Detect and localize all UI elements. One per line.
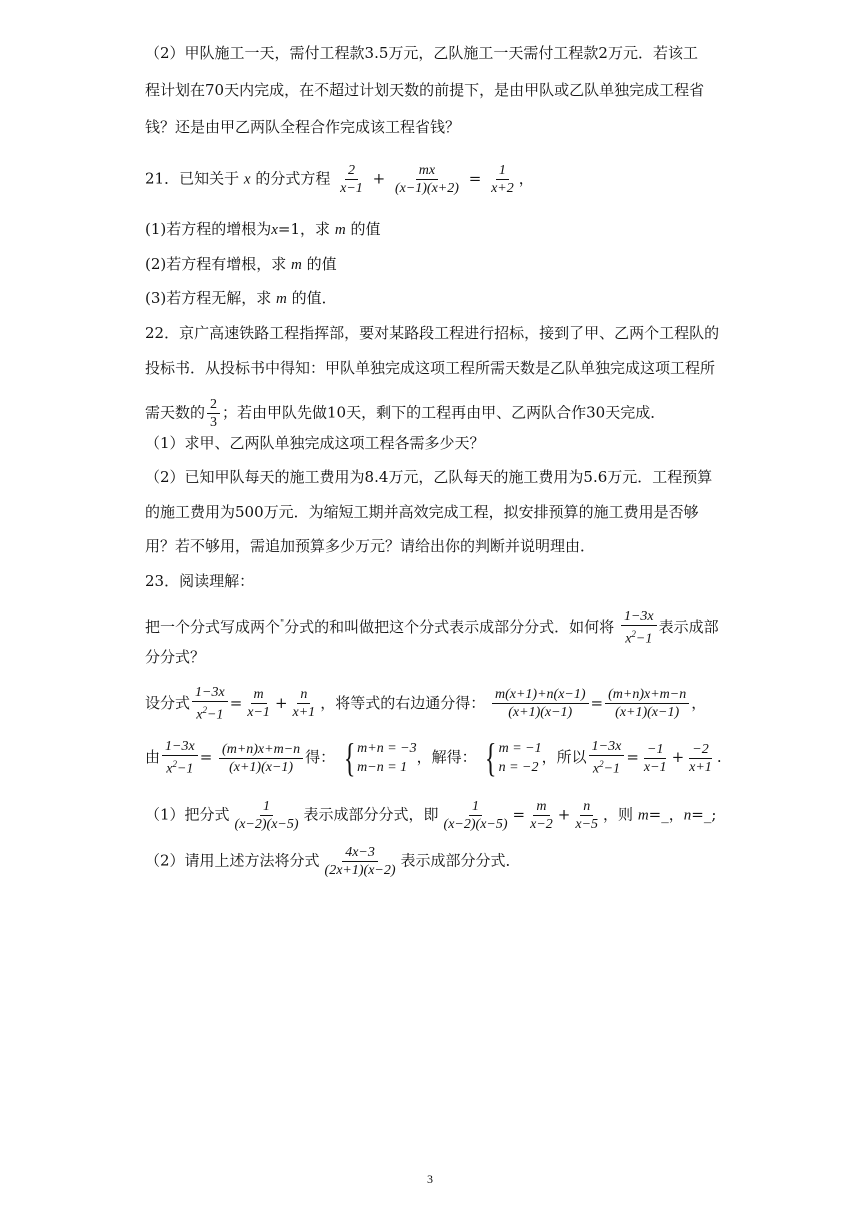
fraction: $\frac{1}{(x-2)(x-5)}$ xyxy=(234,799,299,832)
q23-intro-line1: 把一个分式写成两个"分式的和叫做把这个分式表示成部分分式．如何将 $\frac{1-3x}{x^2-1}$ 表示成部 xyxy=(145,609,719,647)
fraction: $\frac{(m+n)x+m-n}{(x+1)(x-1)}$ xyxy=(219,741,303,776)
fraction: $\frac{4x-3}{(2x+1)(x-2)}$ xyxy=(324,845,396,878)
q21-part3: (3)若方程无解，求 m 的值． xyxy=(145,289,337,307)
q22-part2-line2: 的施工费用为500万元．为缩短工期并高效完成工程，拟安排预算的施工费用是否够 xyxy=(145,503,699,521)
q23-setup-line: 设分式 $\frac{1-3x}{x^2-1}$ = $\frac{m}{x-1}$ + $\frac{n}{x+1}$ ，将等式的右边通分得： $\frac{m(x+1)+n(x-1)}{(x+1)(x-1)}$ = $\frac{(m+n)x+m-n}{(x+1)(x-1)}$ ， xyxy=(145,685,707,723)
fraction: $\frac{(m+n)x+m-n}{(x+1)(x-1)}$ xyxy=(605,686,689,721)
q22-part2-line3: 用？若不够用，需追加预算多少万元？请给出你的判断并说明理由． xyxy=(145,537,596,555)
fraction: $\frac{2}{3}$ xyxy=(207,396,220,431)
q20-part2-line3: 钱？还是由甲乙两队全程合作完成该工程省钱？ xyxy=(145,118,461,136)
q23-solve-line: 由 $\frac{1-3x}{x^2-1}$ = $\frac{(m+n)x+m-n}{(x+1)(x-1)}$ 得： { m+n = −3 m−n = 1 ，解得： { m = −1 n = −2 ，所以 $\frac{1-3x}{x^2-1}$ = $\frac{-1}{x-1}$ + $\frac{-2}{x+1}$ . xyxy=(145,735,722,780)
q21-stem: 21．已知关于 x 的分式方程 $\frac{2}{x-1}$ + $\frac{mx}{(x-1)(x+2)}$ = $\frac{1}{x+2}$ ， xyxy=(145,163,534,196)
fraction: $\frac{m}{x-2}$ xyxy=(530,799,553,832)
fraction: $\frac{-1}{x-1}$ xyxy=(643,741,667,775)
equation-system: { m+n = −3 m−n = 1 xyxy=(343,735,417,780)
equation-system: { m = −1 n = −2 xyxy=(485,735,542,780)
q23-heading: 23．阅读理解： xyxy=(145,572,255,590)
q21-part1: (1)若方程的增根为x=1，求 m 的值 xyxy=(145,220,381,238)
fraction: $\frac{m}{x-1}$ xyxy=(247,687,270,721)
fraction: $\frac{mx}{(x-1)(x+2)}$ xyxy=(394,163,459,196)
fraction: $\frac{1-3x}{x^2-1}$ xyxy=(621,608,657,648)
q22-part2-line1: （2）已知甲队每天的施工费用为8.4万元，乙队每天的施工费用为5.6万元．工程预算 xyxy=(145,468,713,486)
fraction: $\frac{-2}{x+1}$ xyxy=(689,741,712,775)
fraction: $\frac{1}{(x-2)(x-5)}$ xyxy=(443,799,508,832)
q22-line2: 投标书．从投标书中得知：甲队单独完成这项工程所需天数是乙队单独完成这项工程所 xyxy=(145,359,716,377)
fraction: $\frac{n}{x-5}$ xyxy=(575,799,599,832)
q20-part2-line2: 程计划在70天内完成，在不超过计划天数的前提下，是由甲队或乙队单独完成工程省 xyxy=(145,81,705,99)
fraction: $\frac{n}{x+1}$ xyxy=(292,687,316,721)
fraction: $\frac{2}{x-1}$ xyxy=(340,163,363,196)
q22-part1: （1）求甲、乙两队单独完成这项工程各需多少天？ xyxy=(145,434,485,452)
fraction: $\frac{m(x+1)+n(x-1)}{(x+1)(x-1)}$ xyxy=(492,686,589,721)
page-number: 3 xyxy=(427,1172,433,1186)
q20-part2-line1: （2）甲队施工一天，需付工程款3.5万元，乙队施工一天需付工程款2万元．若该工 xyxy=(145,44,698,62)
q23-part2: （2）请用上述方法将分式 $\frac{4x-3}{(2x+1)(x-2)}$ 表示成部分分式． xyxy=(145,845,521,878)
fraction: $\frac{1-3x}{x^2-1}$ xyxy=(192,684,228,724)
q23-intro-line2: 分分式？ xyxy=(145,648,206,666)
q21-part2: (2)若方程有增根，求 m 的值 xyxy=(145,255,337,273)
fraction: $\frac{1-3x}{x^2-1}$ xyxy=(162,738,198,778)
fraction: $\frac{1-3x}{x^2-1}$ xyxy=(589,738,625,778)
q22-line3: 需天数的 $\frac{2}{3}$ ；若由甲队先做10天，剩下的工程再由甲、乙两队合作30天完成． xyxy=(145,397,666,430)
fraction: $\frac{1}{x+2}$ xyxy=(491,163,514,196)
q23-part1: （1）把分式 $\frac{1}{(x-2)(x-5)}$ 表示成部分分式，即 $\frac{1}{(x-2)(x-5)}$ = $\frac{m}{x-2}$ + $\frac{n}{x-5}$ ，则 m=_，n=_; xyxy=(145,799,717,832)
q22-line1: 22．京广高速铁路工程指挥部，要对某路段工程进行招标，接到了甲、乙两个工程队的 xyxy=(145,324,720,342)
